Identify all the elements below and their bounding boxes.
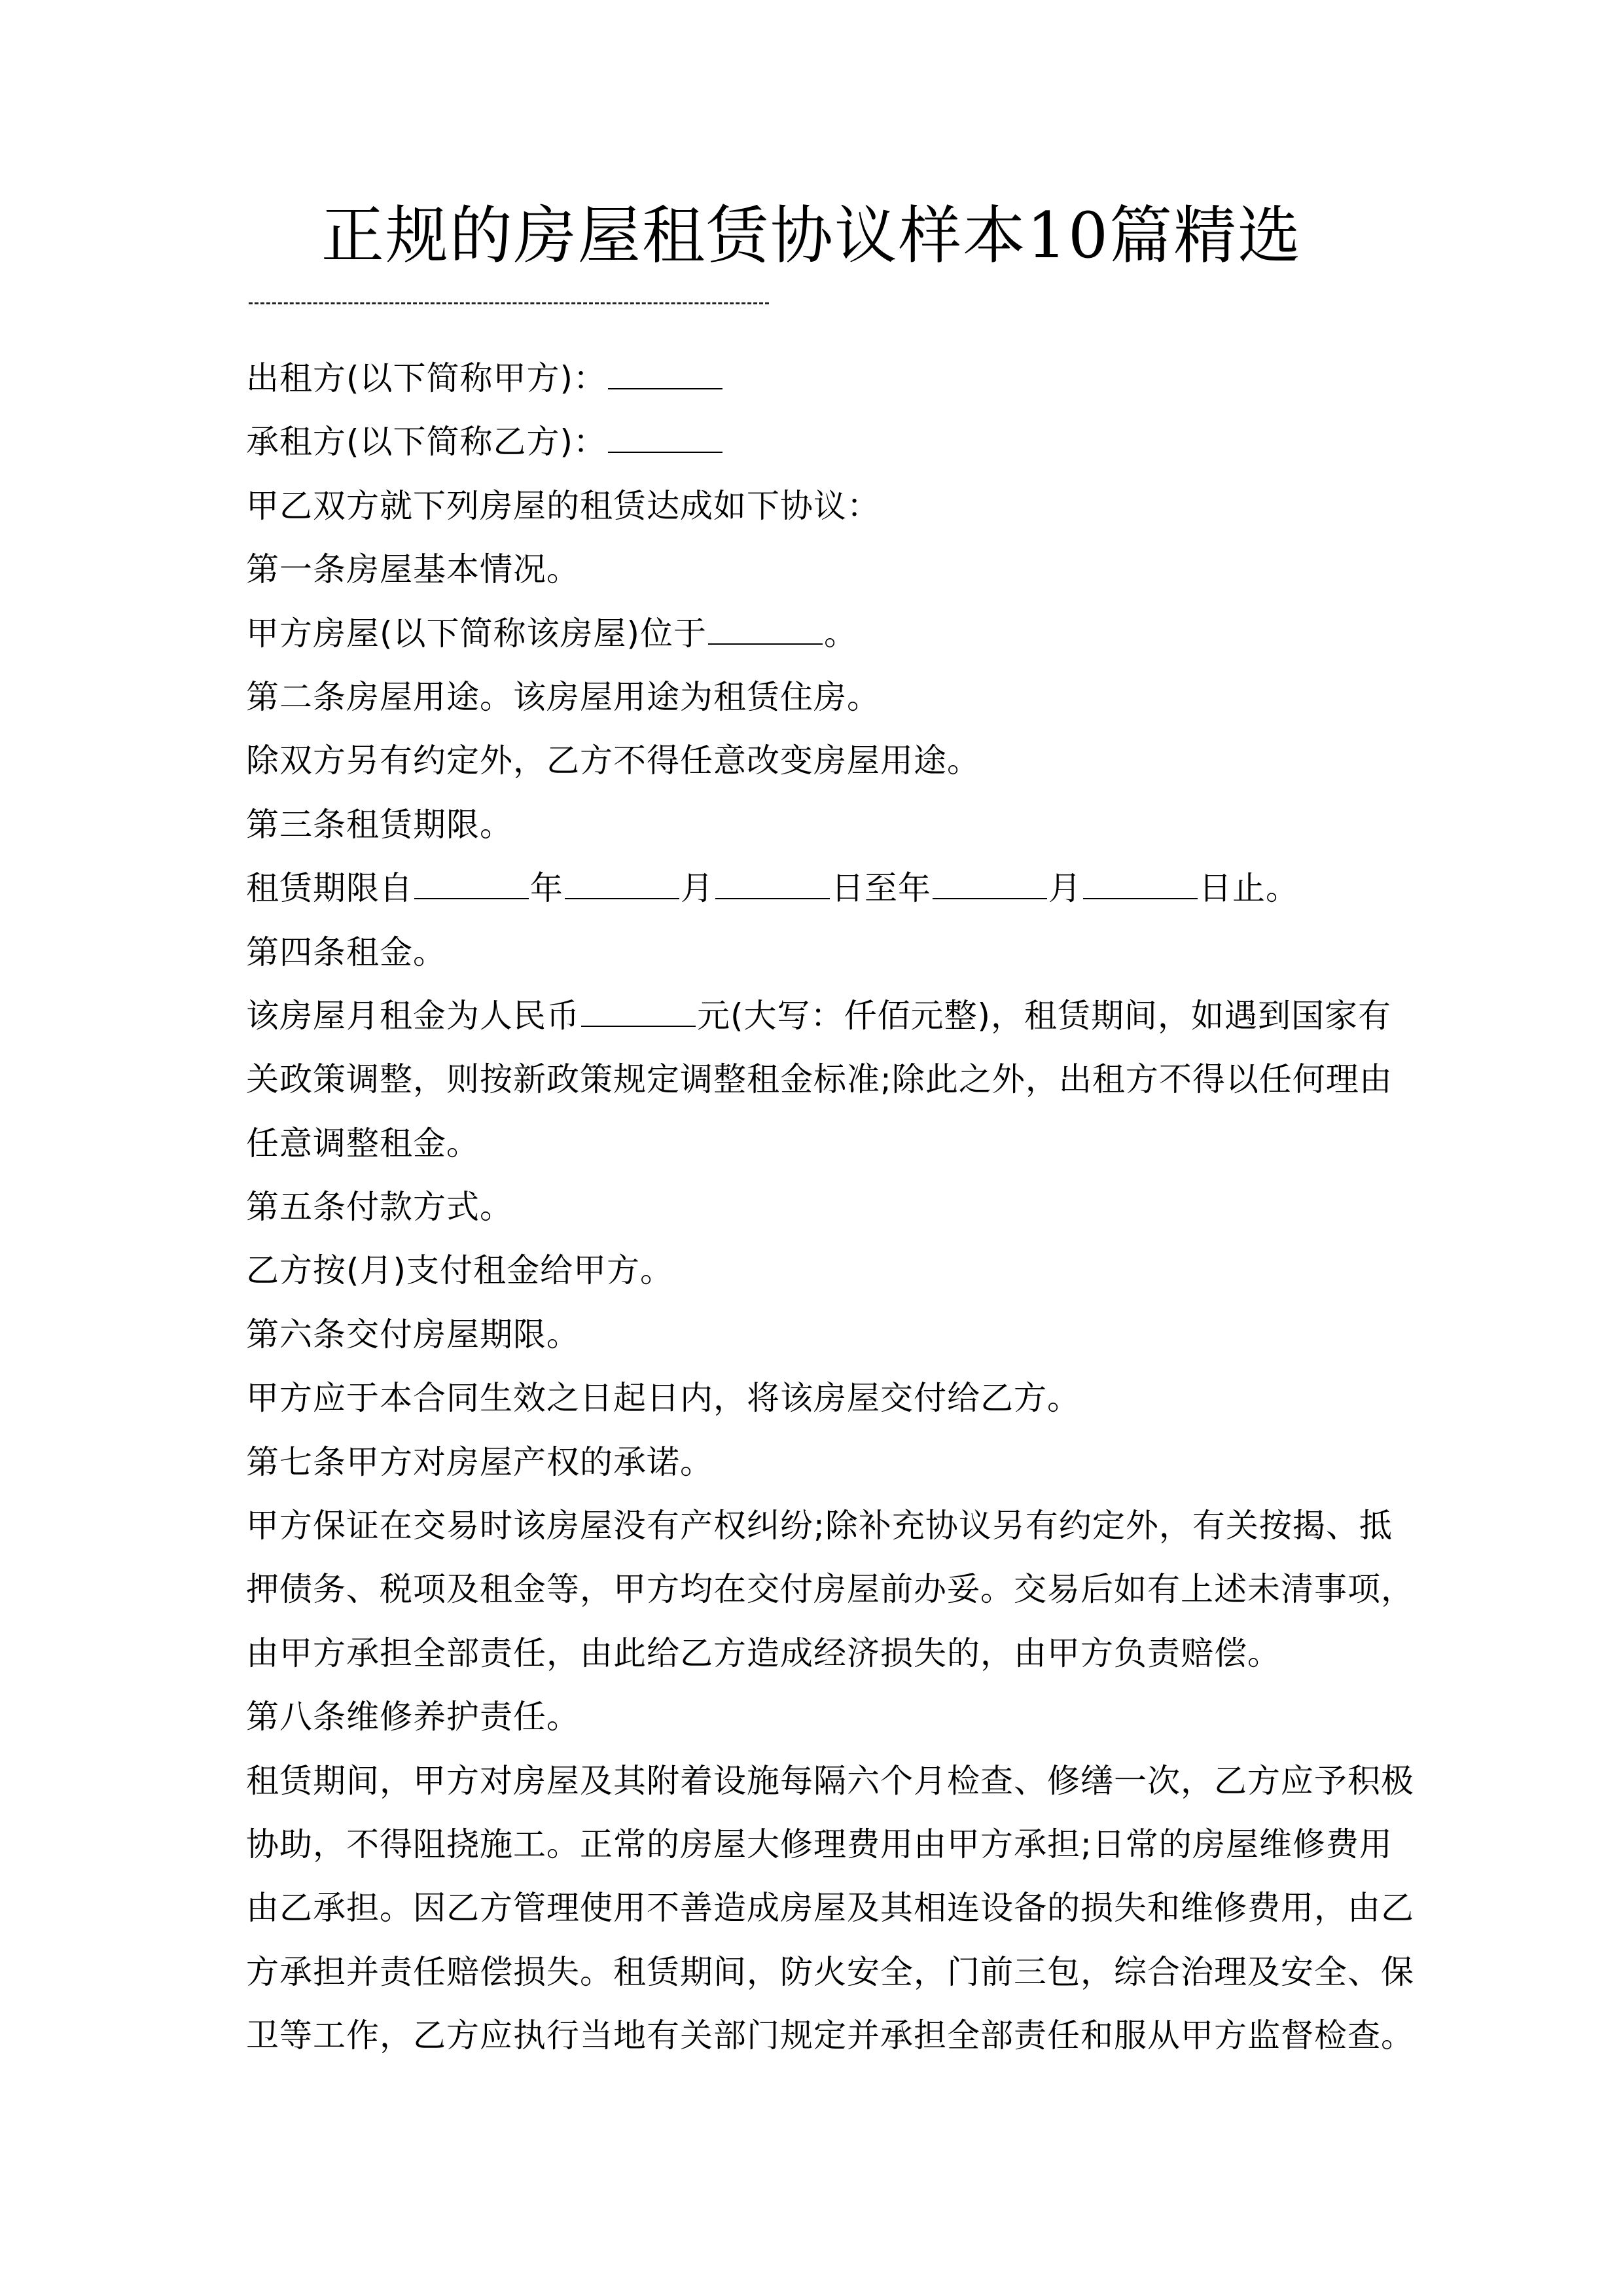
fill-in-blank bbox=[708, 617, 823, 645]
line-text: 该房屋月租金为人民币 bbox=[246, 996, 580, 1035]
document-line bbox=[246, 602, 1398, 666]
line-text: 租赁期间，甲方对房屋及其附着设施每隔六个月检查、修缮一次，乙方应予积极 bbox=[246, 1761, 1414, 1800]
document-line bbox=[246, 857, 1398, 920]
fill-in-blank bbox=[1083, 872, 1198, 899]
document-line bbox=[246, 347, 1398, 410]
line-text: 日止。 bbox=[1199, 869, 1299, 908]
document-line bbox=[246, 1749, 1414, 1813]
document-line bbox=[246, 729, 1398, 793]
line-text: 甲乙双方就下列房屋的租赁达成如下协议： bbox=[246, 486, 880, 525]
line-text: 乙方按(月)支付租金给甲方。 bbox=[246, 1251, 674, 1290]
document-line bbox=[246, 1685, 1398, 1749]
fill-in-blank bbox=[565, 872, 679, 899]
line-text: 月 bbox=[1048, 869, 1082, 908]
document-line bbox=[246, 1112, 1398, 1175]
line-text: 日至年 bbox=[831, 869, 931, 908]
line-text: 甲方房屋(以下简称该房屋)位于 bbox=[246, 614, 707, 653]
line-text: 第八条维修养护责任。 bbox=[246, 1698, 580, 1736]
fill-in-blank bbox=[608, 362, 722, 389]
line-text: 元(大写：仟佰元整)，租赁期间，如遇到国家有 bbox=[697, 996, 1392, 1035]
document-line bbox=[246, 921, 1398, 984]
document-line bbox=[246, 1558, 1414, 1621]
document-line bbox=[246, 793, 1398, 857]
line-text: 第四条租金。 bbox=[246, 933, 446, 971]
line-text: 甲方保证在交易时该房屋没有产权纠纷;除补充协议另有约定外，有关按揭、抵 bbox=[246, 1507, 1393, 1545]
document-body bbox=[246, 347, 1414, 2068]
document-line bbox=[246, 984, 1398, 1048]
line-text: 第一条房屋基本情况。 bbox=[246, 550, 580, 589]
line-text: 由甲方承担全部责任，由此给乙方造成经济损失的，由甲方负责赔偿。 bbox=[246, 1634, 1281, 1672]
line-text: 租赁期限自 bbox=[246, 869, 413, 908]
document-line bbox=[246, 410, 1398, 474]
document-line bbox=[246, 1175, 1398, 1239]
document-line bbox=[246, 538, 1398, 601]
line-text: 年 bbox=[530, 869, 563, 908]
line-text: 第五条付款方式。 bbox=[246, 1188, 513, 1227]
line-text: 第三条租赁期限。 bbox=[246, 805, 513, 844]
document-line bbox=[246, 1622, 1398, 1685]
line-text: 除双方另有约定外，乙方不得任意改变房屋用途。 bbox=[246, 742, 980, 780]
document-line bbox=[246, 1941, 1414, 2004]
document-line bbox=[246, 475, 1398, 538]
line-text: 任意调整租金。 bbox=[246, 1124, 480, 1162]
document-line bbox=[246, 1239, 1398, 1302]
document-title: 正规的房屋租赁协议样本10篇精选 bbox=[321, 199, 1302, 272]
line-text: 甲方应于本合同生效之日起日内，将该房屋交付给乙方。 bbox=[246, 1379, 1080, 1418]
line-text: 月 bbox=[681, 869, 714, 908]
fill-in-blank bbox=[933, 872, 1047, 899]
line-text: 由乙承担。因乙方管理使用不善造成房屋及其相连设备的损失和维修费用，由乙 bbox=[246, 1889, 1414, 1928]
line-text: 第七条甲方对房屋产权的承诺。 bbox=[246, 1443, 713, 1481]
document-line bbox=[246, 666, 1398, 729]
document-line bbox=[246, 1494, 1398, 1558]
document-line bbox=[246, 1431, 1398, 1494]
line-text: 第六条交付房屋期限。 bbox=[246, 1315, 580, 1354]
fill-in-blank bbox=[414, 872, 529, 899]
line-text: 方承担并责任赔偿损失。租赁期间，防火安全，门前三包，综合治理及安全、保 bbox=[246, 1952, 1414, 1991]
document-line bbox=[246, 1813, 1398, 1876]
line-text: 第二条房屋用途。该房屋用途为租赁住房。 bbox=[246, 677, 880, 716]
line-text: 承租方(以下简称乙方)： bbox=[246, 423, 607, 461]
document-line bbox=[246, 2004, 1414, 2068]
document-line bbox=[246, 1876, 1414, 1940]
fill-in-blank bbox=[608, 425, 722, 453]
line-text: 协助，不得阻挠施工。正常的房屋大修理费用由甲方承担;日常的房屋维修费用 bbox=[246, 1825, 1393, 1863]
line-text: 押债务、税项及租金等，甲方均在交付房屋前办妥。交易后如有上述未清事项， bbox=[246, 1570, 1414, 1609]
line-text: 出租方(以下简称甲方)： bbox=[246, 359, 607, 397]
title-divider bbox=[249, 302, 769, 304]
line-text: 卫等工作，乙方应执行当地有关部门规定并承担全部责任和服从甲方监督检查。 bbox=[246, 2017, 1414, 2055]
line-text: 关政策调整，则按新政策规定调整租金标准;除此之外，出租方不得以任何理由 bbox=[246, 1060, 1393, 1099]
document-line bbox=[246, 1303, 1398, 1367]
fill-in-blank bbox=[715, 872, 830, 899]
fill-in-blank bbox=[581, 999, 696, 1027]
line-text: 。 bbox=[824, 614, 858, 653]
document-line bbox=[246, 1048, 1398, 1111]
document-line bbox=[246, 1367, 1398, 1430]
